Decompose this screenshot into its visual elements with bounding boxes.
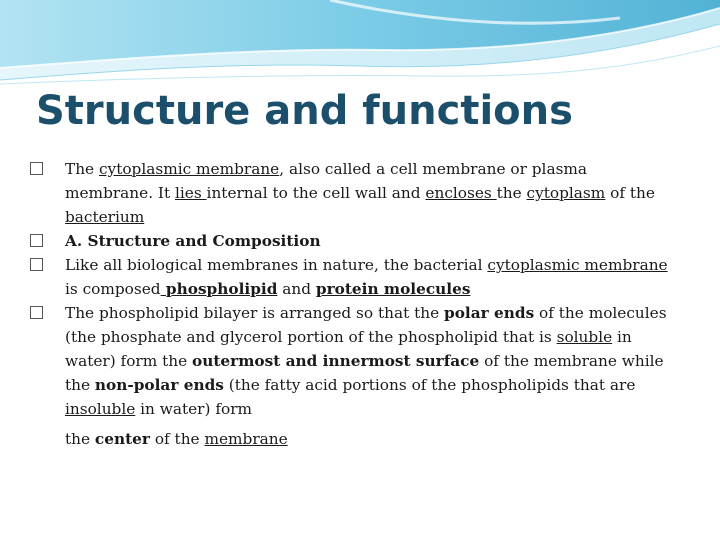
underlined-term: phospholipid <box>160 280 278 298</box>
text-segment: of the <box>605 184 655 202</box>
text-segment: of the membrane while the <box>65 352 664 394</box>
header-wave-decoration <box>0 0 720 90</box>
text-segment: , also called a cell membrane or plasma membrane. It <box>65 160 588 202</box>
bullet-text <box>65 232 321 250</box>
underlined-term: insoluble <box>65 400 136 418</box>
text-segment: in water) form <box>135 400 253 418</box>
slide-content <box>30 157 670 451</box>
text-segment: of the <box>149 430 205 448</box>
text-segment: the <box>496 184 527 202</box>
square-bullet-icon <box>30 306 43 319</box>
underlined-term: soluble <box>556 328 613 346</box>
bullet-text-final-line <box>65 427 288 451</box>
bold-term: outermost and innermost surface <box>192 352 480 370</box>
text-segment: internal to the cell wall and <box>206 184 426 202</box>
text-segment: of the molecules (the phosphate and glycerol portion of the phospholipid that is <box>65 304 667 346</box>
square-bullet-icon <box>30 234 43 247</box>
text-segment: The phospholipid bilayer is arranged so that the <box>65 304 445 322</box>
text-segment: and <box>277 280 316 298</box>
bullet-item <box>30 301 670 451</box>
bold-term: polar ends <box>444 304 535 322</box>
underlined-term: cytoplasmic membrane <box>487 256 668 274</box>
text-segment: is composed <box>65 280 161 298</box>
text-segment: Like all biological membranes in nature, the bacterial <box>65 256 488 274</box>
bullet-item <box>30 229 670 253</box>
underlined-term: bacterium <box>65 208 145 226</box>
bullet-item <box>30 157 670 229</box>
underlined-term: membrane <box>204 430 288 448</box>
underlined-term: protein molecules <box>315 280 471 298</box>
text-segment: The <box>65 160 99 178</box>
bullet-text <box>65 160 655 226</box>
bold-term: center <box>94 430 150 448</box>
text-segment: (the fatty acid portions of the phospholipids that are <box>223 376 636 394</box>
square-bullet-icon <box>30 162 43 175</box>
bold-term: non-polar ends <box>94 376 224 394</box>
bullet-item <box>30 253 670 301</box>
underlined-term: encloses <box>425 184 497 202</box>
bullet-text <box>65 256 668 298</box>
underlined-term: cytoplasmic membrane <box>98 160 280 178</box>
underlined-term: lies <box>174 184 207 202</box>
bold-term: A. Structure and Composition <box>65 232 321 250</box>
square-bullet-icon <box>30 258 43 271</box>
bullet-text <box>65 304 667 418</box>
text-segment: in water) form the <box>65 328 632 370</box>
underlined-term: cytoplasm <box>526 184 606 202</box>
slide-title: Structure and functions <box>36 88 573 134</box>
text-segment: the <box>65 430 95 448</box>
